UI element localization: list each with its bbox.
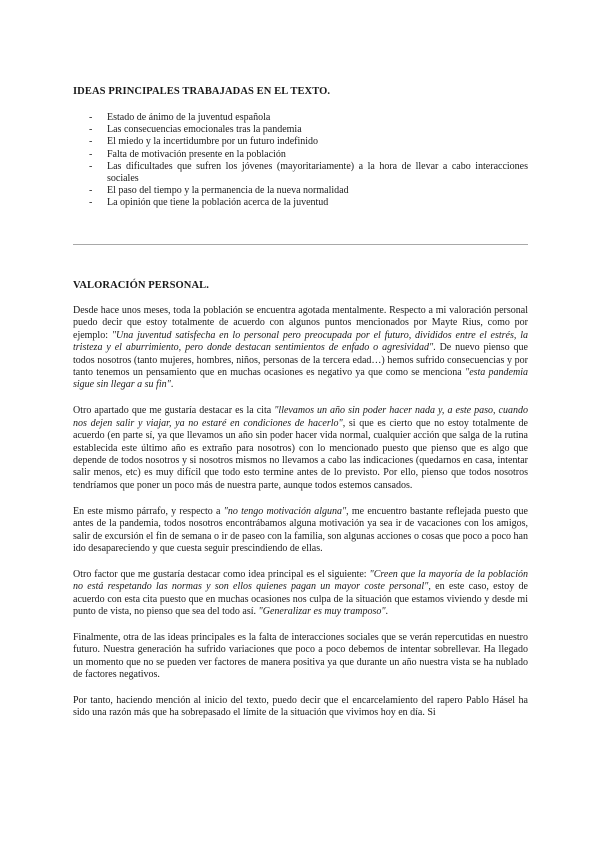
list-item-text: El paso del tiempo y la permanencia de la nueva normalidad: [107, 185, 349, 197]
paragraph-text: , si que es cierto que no estoy totalmente de acuerdo (en parte sí, ya que llevamos un año sin poder hacer vida normal, cualquier acción que salga de la rutina establecida este último año es extraño para nosotros) con lo mencionado puesto que pienso que es algo que depende de todos nosotros y si nosotros mismos no llevamos a cabo las indicaciones (quedarnos en casa, intentar salir menos, etc) es muy difícil que todo esto termine antes de lo previsto. Por ello, pienso que todos nosotros tendríamos que poner un poco más de nuestra parte, aunque todos estemos cansados.: [73, 417, 528, 491]
paragraph-text: . De nuevo pienso que todos nosotros (tanto mujeres, hombres, niños, personas de la tercera edad…) hemos sufrido consecuencias y por tanto tenemos un pensamiento que en muchas ocasiones es negativo ya que como se menciona: [73, 342, 528, 379]
paragraph-1: [73, 305, 528, 392]
paragraph-text: .: [170, 379, 174, 391]
ideas-list: [73, 112, 528, 210]
quote: "Generalizar es muy tramposo": [258, 606, 386, 618]
paragraph-text: Por tanto, haciendo mención al inicio del texto, puedo decir que el encarcelamiento del rapero Pablo Hásel ha sido una razón más que ha sobrepasado el límite de la situación que vivimos hoy en día. Si: [73, 695, 528, 719]
list-item: [73, 136, 528, 148]
quote: "llevamos un año sin poder hacer nada y, a este paso, cuando nos dejen salir y viajar, ya no estaré en condiciones de hacerlo": [73, 405, 528, 429]
paragraph-text: En este mismo párrafo, y respecto a: [73, 505, 224, 517]
paragraph-text: Otro apartado que me gustaría destacar es la cita: [73, 405, 275, 417]
bullet-dash: -: [89, 148, 93, 160]
bullet-dash: -: [89, 112, 93, 123]
bullet-dash: -: [89, 160, 93, 172]
paragraph-text: , en este caso, estoy de acuerdo con esta cita puesto que en muchas ocasiones nos culpa de la situación que estamos viviendo y desde mi punto de vista, no pienso que sea del todo así.: [73, 581, 528, 618]
list-item-text: Las consecuencias emocionales tras la pandemia: [107, 124, 302, 136]
paragraph-text: Finalmente, otra de las ideas principales es la falta de interacciones sociales que se verán repercutidas en nuestro futuro. Nuestra generación ha sufrido variaciones que poco a poco debemos de intentar sobrellevar. Ha llegado un momento que no se pueden ver factores de manera positiva ya que durante un año nuestra vista se ha nublado de factores negativos.: [73, 631, 528, 681]
bullet-dash: -: [89, 185, 93, 197]
section-title-ideas: IDEAS PRINCIPALES TRABAJADAS EN EL TEXTO.: [73, 86, 331, 97]
paragraph-text: , me encuentro bastante reflejada puesto que antes de la pandemia, todos nosotros encontrábamos alguna motivación ya sea ir de vacaciones con los amigos, salir de excursión el fin de semana o ir de paseo con la familia, son algunas acciones o cosas que poco a poco han ido desapareciendo y que cuesta seguir prescindiendo de ellas.: [73, 505, 528, 554]
horizontal-divider: [73, 244, 528, 245]
paragraph-5: [73, 632, 528, 682]
paragraph-3: [73, 506, 528, 556]
list-item: [73, 149, 528, 161]
bullet-dash: -: [89, 124, 93, 136]
list-item-text: Falta de motivación presente en la población: [107, 148, 286, 160]
section-title-valoracion: VALORACIÓN PERSONAL.: [73, 280, 209, 291]
paragraph-text: Otro factor que me gustaría destacar como idea principal es el siguiente:: [73, 568, 370, 580]
paragraph-6: [73, 695, 528, 720]
paragraph-4: [73, 569, 528, 619]
quote: "esta pandemia sigue sin llegar a su fin": [73, 367, 528, 391]
quote: "no tengo motivación alguna": [223, 505, 347, 517]
quote: "Creen que la mayoría de la población no está respetando las normas y son ellos quienes pagan un mayor coste personal": [73, 568, 528, 593]
list-item: [73, 197, 528, 209]
list-item: [73, 124, 528, 136]
list-item-text: La opinión que tiene la población acerca de la juventud: [107, 197, 329, 209]
list-item-text: El miedo y la incertidumbre por un futuro indefinido: [107, 136, 319, 148]
list-item-text: Estado de ánimo de la juventud española: [107, 112, 271, 123]
list-item: [73, 185, 528, 197]
paragraph-text: .: [385, 606, 389, 618]
paragraph-text: Desde hace unos meses, toda la población se encuentra agotada mentalmente. Respecto a mi valoración personal puedo decir que estoy totalmente de acuerdo con algunos puntos mencionados por Mayte Rius, como por ejemplo:: [73, 305, 528, 341]
valoracion-body: [73, 305, 528, 733]
bullet-dash: -: [89, 197, 93, 209]
quote: "Una juventud satisfecha en lo personal pero preocupada por el futuro, divididos entre el estrés, la tristeza y el aburrimiento, pero donde destacan sentimientos de enfado o agresividad": [73, 329, 528, 354]
list-item: [73, 112, 528, 124]
list-item: [73, 161, 528, 185]
paragraph-2: [73, 405, 528, 492]
list-item-text: Las dificultades que sufren los jóvenes (mayoritariamente) a la hora de llevar a cabo interacciones sociales: [107, 160, 528, 185]
bullet-dash: -: [89, 136, 93, 148]
